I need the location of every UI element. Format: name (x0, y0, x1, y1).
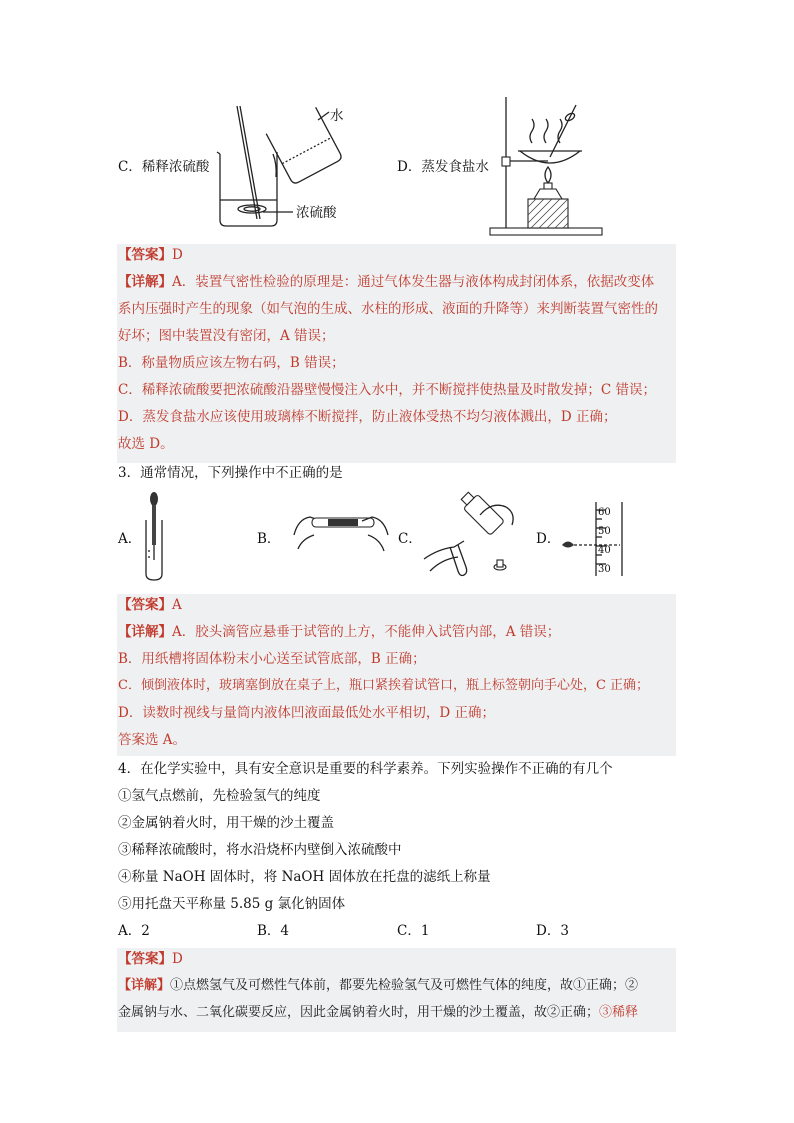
q2-option-c-label: C．稀释浓硫酸 (118, 159, 210, 175)
detail-tag: 【详解】 (118, 624, 172, 640)
answer-value: D (172, 951, 183, 967)
q4-item-5: ⑤用托盘天平称量 5.85 g 氯化钠固体 (118, 896, 346, 912)
q4-item-2: ②金属钠着火时，用干燥的沙土覆盖 (118, 815, 334, 831)
scale-tick: 30 (598, 564, 611, 575)
detail-2-line-6: D．蒸发食盐水应该使用玻璃棒不断搅拌，防止液体受热不均匀液体溅出，D 正确； (118, 409, 617, 425)
scale-tick: 60 (598, 507, 611, 518)
detail-2-line-1 (118, 272, 654, 292)
q4-choice-c: C．1 (397, 923, 430, 939)
detail-text: ①点燃氢气及可燃性气体前，都要先检验氢气及可燃性气体的纯度，故①正确；② (170, 978, 639, 993)
pouring-figure (420, 497, 530, 577)
alcohol-lamp (534, 189, 562, 199)
scale-tick: 40 (598, 545, 611, 556)
q4-item-4: ④称量 NaOH 固体时，将 NaOH 固体放在托盘的滤纸上称量 (118, 869, 491, 885)
detail-text: 金属钠与水、二氧化碳要反应，因此金属钠着火时，用干燥的沙土覆盖，故②正确； (118, 1005, 600, 1020)
detail-text: A．胶头滴管应悬垂于试管的上方，不能伸入试管内部，A 错误； (172, 624, 561, 640)
q4-choice-d: D．3 (536, 923, 569, 939)
answer-value: D (172, 247, 183, 263)
detail-tag: 【详解】 (118, 978, 171, 993)
q3-option-d: D． (536, 531, 561, 547)
detail-3-line-1 (118, 622, 560, 642)
detail-3-line-2: B．用纸槽将固体粉末小心送至试管底部，B 正确； (118, 651, 426, 667)
answer-4-line (118, 949, 183, 969)
answer-value: A (172, 597, 182, 613)
q4-item-3: ③稀释浓硫酸时，将水沿烧杯内壁倒入浓硫酸中 (118, 842, 402, 858)
q3-stem: 3．通常情况，下列操作中不正确的是 (118, 465, 343, 481)
detail-3-line-5: 答案选 A。 (118, 732, 187, 748)
detail-2-line-3: 好坏；图中装置没有密闭，A 错误； (118, 328, 335, 344)
q3-option-c: C． (398, 531, 422, 547)
q4-stem: 4．在化学实验中，具有安全意识是重要的科学素养。下列实验操作不正确的有几个 (118, 761, 613, 777)
paper-trough-figure (292, 505, 392, 557)
q4-choice-b: B．4 (257, 923, 290, 939)
detail-2-line-7: 故选 D。 (118, 436, 174, 452)
answer-tag: 【答案】 (118, 597, 172, 613)
glass-rod (237, 106, 257, 219)
detail-text: A．装置气密性检验的原理是：通过气体发生器与液体构成封闭体系，依据改变体 (172, 274, 655, 290)
answer-tag: 【答案】 (118, 951, 172, 967)
q3-option-a: A． (118, 531, 142, 547)
water-label: 水 (330, 108, 344, 124)
cylinder-scale (598, 503, 611, 579)
detail-2-line-4: B．称量物质应该左物右码，B 错误； (118, 355, 345, 371)
cylinder-reading-figure (560, 500, 630, 580)
acid-label: 浓硫酸 (296, 205, 337, 221)
q3-option-b: B． (257, 531, 281, 547)
detail-3-line-3: C．倾倒液体时，玻璃塞倒放在桌子上，瓶口紧挨着试管口，瓶上标签朝向手心处，C 正确； (118, 678, 650, 693)
detail-3-line-4: D．读数时视线与量筒内液体凹液面最低处水平相切，D 正确； (118, 705, 495, 721)
scale-tick: 50 (598, 526, 611, 537)
detail-2-line-2: 系内压强时产生的现象（如气泡的生成、水柱的形成、液面的升降等）来判断装置气密性的 (118, 301, 658, 317)
detail-text-continued: ③稀释 (599, 1005, 639, 1020)
answer-3-line (118, 595, 182, 615)
q4-choice-a: A．2 (118, 923, 150, 939)
answer-2-line (118, 245, 183, 265)
detail-2-line-5: C．稀释浓硫酸要把浓硫酸沿器壁慢慢注入水中，并不断搅拌使热量及时散发掉；C 错误； (118, 382, 656, 398)
dropper-figure (140, 490, 170, 585)
q2-option-d-label: D．蒸发食盐水 (397, 159, 489, 175)
evaporation-figure (488, 95, 608, 240)
stand-base (490, 228, 602, 235)
beaker (220, 152, 277, 226)
q4-item-1: ①氢气点燃前，先检验氢气的纯度 (118, 788, 321, 804)
detail-4-line-1 (118, 976, 638, 996)
answer-3-box (117, 594, 676, 756)
detail-4-line-2 (118, 1003, 638, 1023)
answer-tag: 【答案】 (118, 247, 172, 263)
detail-tag: 【详解】 (118, 274, 172, 290)
